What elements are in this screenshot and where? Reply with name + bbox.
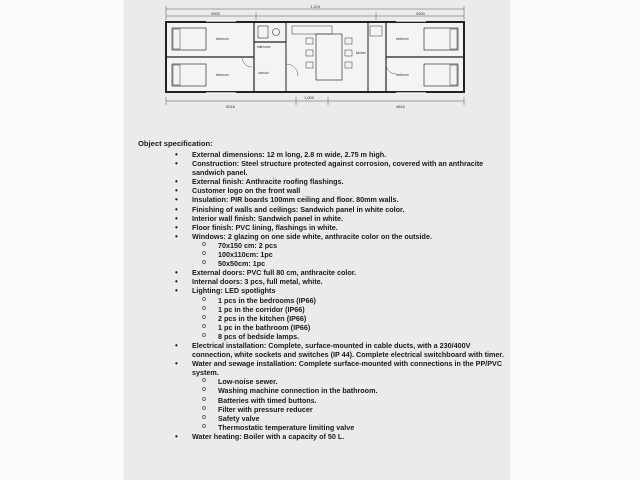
- spec-subitem: o Safety valve: [192, 414, 510, 423]
- spec-item: [138, 232, 510, 268]
- spec-subitem: o 1 pc in the corridor (IP66): [192, 305, 510, 314]
- floor-plan: [146, 4, 488, 112]
- spec-subitem: o Washing machine connection in the bathroom.: [192, 386, 510, 395]
- spec-item: [138, 205, 510, 214]
- background-right: [510, 0, 640, 480]
- spec-subitem: o Thermostatic temperature limiting valve: [192, 423, 510, 432]
- spec-item: [138, 186, 510, 195]
- object-specification: [138, 139, 510, 441]
- spec-item: [138, 150, 510, 159]
- dim-bottom-center: 1,000: [304, 95, 315, 100]
- room-label-kitchen: kitchen: [356, 51, 367, 55]
- room-label-bathroom: bathroom: [257, 45, 271, 49]
- spec-item-text: Customer logo on the front wall: [192, 186, 301, 196]
- spec-item: [138, 223, 510, 232]
- spec-item-text: Water and sewage installation: Complete surface-mounted with connections in the PP/PVC system.: [192, 359, 503, 378]
- room-label-bedroom-1: bedroom: [216, 37, 229, 41]
- spec-sublist: [192, 377, 510, 432]
- spec-item: [138, 286, 510, 341]
- spec-sublist: [192, 241, 510, 268]
- spec-item: [138, 432, 510, 441]
- spec-item-text: Finishing of walls and ceilings: Sandwich panel in white color.: [192, 204, 405, 214]
- spec-item: [138, 268, 510, 277]
- spec-subitem: o 8 pcs of bedside lamps.: [192, 332, 510, 341]
- room-label-bedroom-4: bedroom: [396, 73, 409, 77]
- room-label-bedroom-2: bedroom: [216, 73, 229, 77]
- spec-list: [138, 150, 510, 441]
- spec-item: [138, 214, 510, 223]
- spec-item-text: Electrical installation: Complete, surface-mounted in cable ducts, with a 230/400V connection, white sockets and switches (IP 44). Complete electrical switchboard with timer.: [192, 340, 504, 360]
- room-label-corridor: corridor: [258, 71, 269, 75]
- spec-item-text: External dimensions: 12 m long, 2.8 m wide, 2.75 m high.: [192, 150, 387, 159]
- spec-item-text: Lighting: LED spotlights: [192, 286, 276, 296]
- spec-subitem: o 1 pcs in the bedrooms (IP66): [192, 296, 510, 305]
- spec-item: [138, 177, 510, 186]
- spec-title: Object specification:: [138, 139, 213, 148]
- spec-item: [138, 195, 510, 204]
- spec-item: [138, 159, 510, 177]
- spec-item-text: Insulation: PIR boards 100mm ceiling and floor. 80mm walls.: [192, 195, 399, 205]
- spec-item-text: Windows: 2 glazing on one side white, anthracite color on the outside.: [192, 231, 432, 241]
- spec-item: [138, 341, 510, 359]
- background-left: [0, 0, 124, 480]
- spec-sublist: [192, 296, 510, 341]
- spec-subitem: o 50x50cm: 1pc: [192, 259, 510, 268]
- room-label-bedroom-3: bedroom: [396, 37, 409, 41]
- spec-item-text: Construction: Steel structure protected against corrosion, covered with an anthracite sandwich panel.: [192, 159, 484, 178]
- spec-item-text: External doors: PVC full 80 cm, anthracite color.: [192, 268, 357, 278]
- spec-item: [138, 277, 510, 286]
- spec-subitem: o Low-noise sewer.: [192, 377, 510, 386]
- spec-item-text: External finish: Anthracite roofing flashings.: [192, 177, 344, 187]
- spec-item: [138, 359, 510, 432]
- spec-item-text: Water heating: Boiler with a capacity of 50 L.: [192, 431, 345, 441]
- spec-item-text: Internal doors: 3 pcs, full metal, white.: [192, 277, 323, 287]
- spec-subitem: o 2 pcs in the kitchen (IP66): [192, 314, 510, 323]
- dim-top-left: 4900: [211, 11, 220, 16]
- dim-top-total: 1,224: [310, 4, 321, 9]
- spec-item-text: Floor finish: PVC lining, flashings in white.: [192, 222, 338, 232]
- spec-item-text: Interior wall finish: Sandwich panel in white.: [192, 213, 343, 223]
- spec-subitem: o Batteries with timed buttons.: [192, 396, 510, 405]
- spec-subitem: o 100x110cm: 1pc: [192, 250, 510, 259]
- dim-top-right: 4900: [416, 11, 425, 16]
- spec-subitem: o 1 pc in the bathroom (IP66): [192, 323, 510, 332]
- dim-bottom-right: 4816: [396, 104, 405, 109]
- dim-bottom-left: 5016: [226, 104, 235, 109]
- spec-subitem: o 70x150 cm: 2 pcs: [192, 241, 510, 250]
- spec-subitem: o Filter with pressure reducer: [192, 405, 510, 414]
